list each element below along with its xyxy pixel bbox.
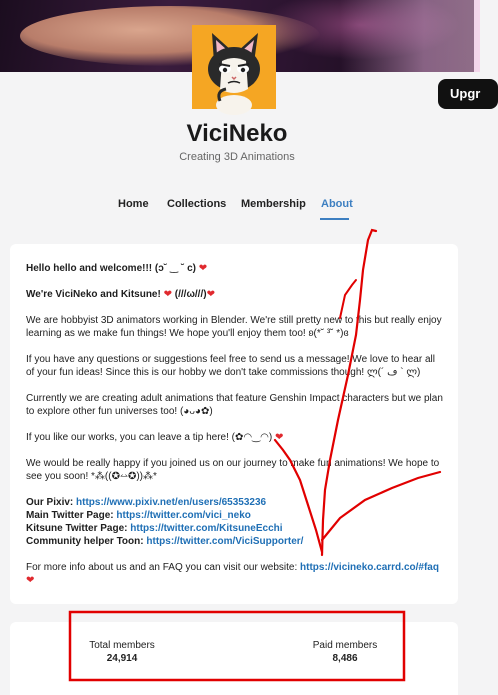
about-tip: If you like our works, you can leave a tip here! (✿◠‿◠) ❤	[26, 432, 284, 443]
paid-members-stat	[310, 640, 380, 664]
community-helper-link[interactable]: https://twitter.com/ViciSupporter/	[146, 536, 304, 547]
about-paragraph: If you have any questions or suggestions feel free to send us a message! We love to hear all of your fun ideas! Since this is our hobby we don't take commissions though! ლ(´ ڡ ` ლ)	[26, 354, 435, 378]
heart-icon: ❤	[163, 289, 172, 300]
heart-icon: ❤	[206, 289, 215, 300]
creator-tagline: Creating 3D Animations	[179, 151, 295, 163]
about-paragraph: Currently we are creating adult animations that feature Genshin Impact characters but we plan to explore other fun universes too! (◕ᴗ◕✿)	[26, 393, 443, 417]
paid-members-value: 8,486	[332, 653, 358, 664]
creator-name: ViciNeko	[186, 120, 288, 147]
about-paragraph: We would be really happy if you joined us on our journey to make fun animations! We hope to see you soon! *⁂((✪⥎✪))⁂*	[26, 458, 440, 482]
profile-tabs	[0, 198, 474, 218]
about-paragraph: We are hobbyist 3D animators working in Blender. We're still pretty new to this but really enjoy learning as we make fun things! We hope you'll enjoy them too! ʚ(*˘ ³˘ *)ɞ	[26, 315, 442, 339]
total-members-stat	[82, 640, 162, 664]
about-links: Our Pixiv: https://www.pixiv.net/en/users/65353236 Main Twitter Page: https://twitter.com/vici_neko Kitsune Twitter Page: https://twitter.com/KitsuneEcchi Community helper Toon: https://twitter.com/ViciSupporter/	[26, 497, 304, 547]
about-intro: We're ViciNeko and Kitsune! ❤ (///ω///)❤	[26, 289, 215, 300]
tab-membership[interactable]: Membership	[241, 198, 306, 210]
heart-icon: ❤	[26, 575, 35, 586]
tab-about[interactable]: About	[321, 198, 353, 210]
banner-art-highlight	[340, 0, 480, 72]
active-tab-indicator	[320, 218, 349, 220]
tab-collections[interactable]: Collections	[167, 198, 227, 210]
stats-card	[10, 622, 458, 695]
faq-link[interactable]: https://vicineko.carrd.co/#faq	[300, 562, 439, 573]
avatar[interactable]	[192, 25, 276, 109]
paid-members-label: Paid members	[312, 640, 378, 651]
cat-avatar-icon	[192, 25, 276, 109]
about-greeting: Hello hello and welcome!!! (ↄ˘ ‿ ˘ c) ❤	[26, 263, 208, 274]
total-members-label: Total members	[89, 640, 155, 651]
about-faq: For more info about us and an FAQ you can visit our website: https://vicineko.carrd.co/#faq ❤	[26, 562, 439, 586]
pixiv-link[interactable]: https://www.pixiv.net/en/users/65353236	[76, 497, 267, 508]
about-section	[26, 262, 446, 600]
upgrade-button[interactable]: Upgr	[438, 79, 498, 109]
kitsune-twitter-link[interactable]: https://twitter.com/KitsuneEcchi	[130, 523, 283, 534]
heart-icon: ❤	[274, 432, 284, 443]
main-twitter-link[interactable]: https://twitter.com/vici_neko	[116, 510, 251, 521]
total-members-value: 24,914	[106, 653, 138, 664]
heart-icon: ❤	[198, 263, 208, 274]
tab-home[interactable]: Home	[118, 198, 149, 210]
